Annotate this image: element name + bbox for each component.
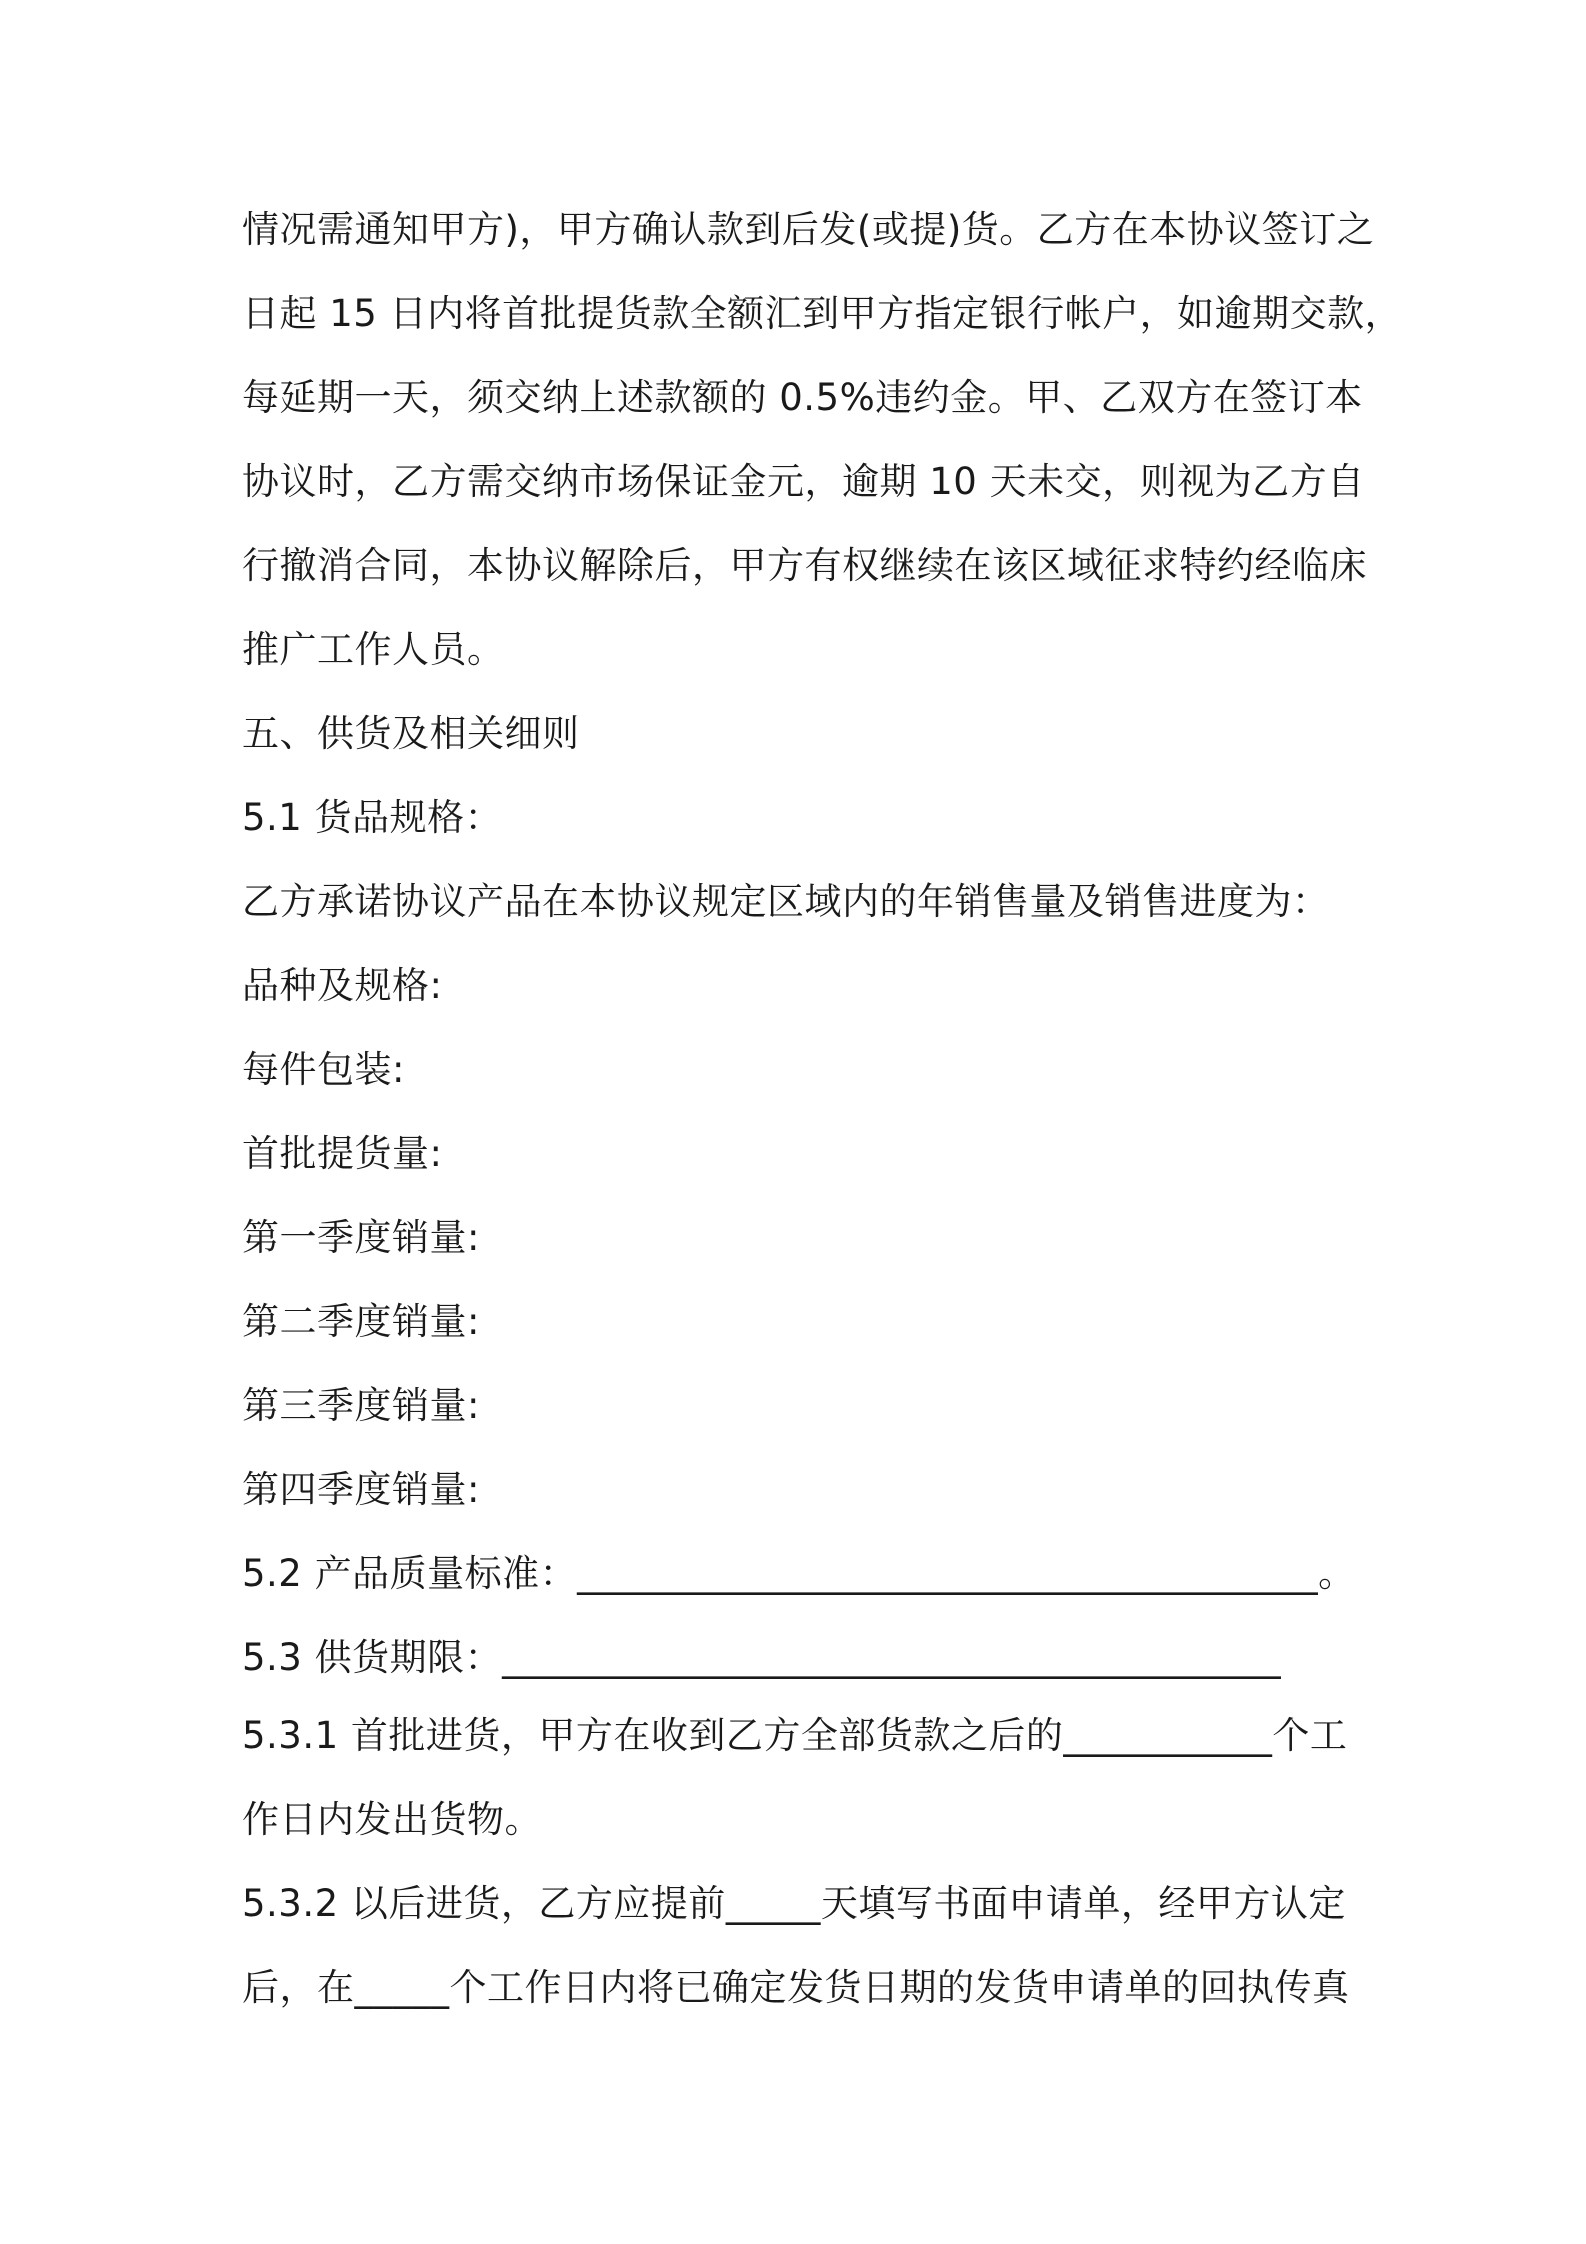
- paragraph-line: 行撤消合同，本协议解除后，甲方有权继续在该区域征求特约经临床: [242, 544, 1367, 587]
- clause-5-2: 5.2 产品质量标准：_______________________________________。: [242, 1552, 1356, 1595]
- clause-heading-5-1: 5.1 货品规格：: [242, 796, 503, 839]
- clause-5-3-1-line: 5.3.1 首批进货，甲方在收到乙方全部货款之后的___________个工: [242, 1714, 1348, 1757]
- paragraph-line: 每延期一天，须交纳上述款额的 0.5%违约金。甲、乙双方在签订本: [242, 376, 1363, 419]
- paragraph-line: 协议时，乙方需交纳市场保证金元，逾期 10 天未交，则视为乙方自: [242, 460, 1365, 503]
- paragraph-line: 日起 15 日内将首批提货款全额汇到甲方指定银行帐户，如逾期交款，: [242, 292, 1403, 335]
- clause-5-3: 5.3 供货期限：_________________________________________: [242, 1636, 1282, 1679]
- field-label: 品种及规格:: [242, 964, 443, 1007]
- clause-5-1-intro: 乙方承诺协议产品在本协议规定区域内的年销售量及销售进度为：: [242, 880, 1330, 923]
- clause-5-3-2-line: 5.3.2 以后进货，乙方应提前_____天填写书面申请单，经甲方认定: [242, 1882, 1346, 1925]
- clause-5-3-2-line: 后，在_____个工作日内将已确定发货日期的发货申请单的回执传真: [242, 1966, 1350, 2009]
- field-label: 第三季度销量:: [242, 1384, 480, 1427]
- paragraph-line: 情况需通知甲方)，甲方确认款到后发(或提)货。乙方在本协议签订之: [242, 208, 1375, 251]
- paragraph-line: 推广工作人员。: [242, 628, 505, 671]
- field-label: 首批提货量:: [242, 1132, 443, 1175]
- section-heading: 五、供货及相关细则: [242, 712, 580, 755]
- clause-5-3-1-line: 作日内发出货物。: [242, 1798, 542, 1841]
- field-label: 每件包装:: [242, 1048, 405, 1091]
- field-label: 第二季度销量:: [242, 1300, 480, 1343]
- field-label: 第一季度销量:: [242, 1216, 480, 1259]
- field-label: 第四季度销量:: [242, 1468, 480, 1511]
